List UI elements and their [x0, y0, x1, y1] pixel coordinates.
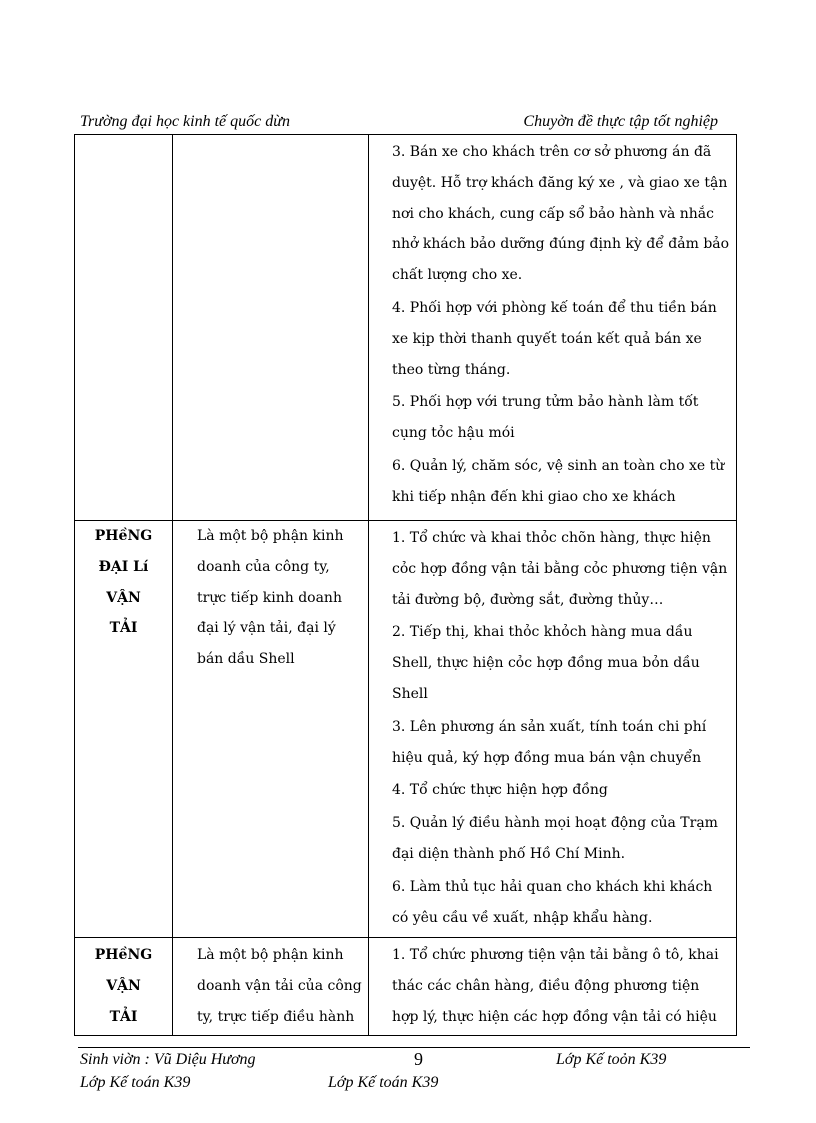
task-item: 6. Làm thủ tục hải quan cho khách khi khách có yêu cầu về xuất, nhập khẩu hàng.: [392, 878, 713, 926]
page-number: 9: [414, 1049, 423, 1069]
department-description: Là một bộ phận kinh doanh của công ty, trực tiếp kinh doanh đại lý vận tải, đại lý bán dầu Shell: [197, 528, 344, 668]
department-name-line: PHềNG: [94, 947, 153, 963]
task-item: 6. Quản lý, chăm sóc, vệ sinh an toàn cho xe từ khi tiếp nhận đến khi giao cho xe khách: [392, 457, 725, 505]
task-item: 2. Tiếp thị, khai thỏc khỏch hàng mua dầu Shell, thực hiện cỏc hợp đồng mua bỏn dầu Shell: [392, 624, 700, 702]
department-description: Là một bộ phận kinh doanh vận tải của công ty, trực tiếp điều hành: [197, 947, 362, 1025]
department-name-line: PHềNG: [94, 528, 153, 544]
task-item: 5. Quản lý điều hành mọi hoạt động của Trạm đại diện thành phố Hồ Chí Minh.: [392, 815, 718, 862]
page-header: [80, 113, 718, 135]
department-name-cell: [75, 521, 173, 938]
department-description-cell: [173, 938, 369, 1036]
department-name-line: TẢI: [109, 1008, 138, 1025]
task-item: 3. Lên phương án sản xuất, tính toán chi phí hiệu quả, ký hợp đồng mua bán vận chuyển: [392, 718, 707, 766]
footer-class: Lớp Kế toỏn K39: [556, 1051, 667, 1068]
footer-class-middle: Lớp Kế toán K39: [328, 1074, 439, 1091]
task-item: 1. Tổ chức và khai thỏc chõn hàng, thực hiện cỏc hợp đồng vận tải bằng cỏc phương tiện vận tải đường bộ, đường sắt, đường thủy…: [392, 530, 728, 608]
department-table: [74, 134, 737, 1036]
department-tasks-cell: [369, 135, 737, 521]
task-item: 4. Tổ chức thực hiện hợp đồng: [392, 782, 608, 799]
footer-divider: [78, 1047, 750, 1048]
department-name-line: ĐẠI Lí: [98, 558, 149, 575]
department-name-cell: [75, 135, 173, 521]
department-name-line: TẢI: [109, 620, 138, 637]
task-item: 1. Tổ chức phương tiện vận tải bằng ô tô, khai thác các chân hàng, điều động phương tiện hợp lý, thực hiện các hợp đồng vận tải có hiệu: [392, 947, 719, 1025]
department-tasks-cell: [369, 938, 737, 1036]
footer-author: Sinh viờn : Vũ Diệu Hương: [80, 1051, 256, 1068]
department-description-cell: [173, 521, 369, 938]
department-description-cell: [173, 135, 369, 521]
department-name-cell: [75, 938, 173, 1036]
page-footer-line-2: [80, 1074, 700, 1096]
department-name-line: VẬN: [106, 589, 141, 606]
table-row: [75, 521, 737, 938]
task-item: 3. Bán xe cho khách trên cơ sở phương án đã duyệt. Hỗ trợ khách đăng ký xe , và giao xe tận nơi cho khách, cung cấp sổ bảo hành và nhắc nhở khách bảo dưỡng đúng định kỳ để đảm bảo chất lượng cho xe.: [392, 144, 730, 284]
department-name-line: VẬN: [106, 977, 141, 994]
footer-class-left: Lớp Kế toán K39: [80, 1074, 191, 1091]
page-footer: [80, 1051, 700, 1073]
task-item: 5. Phối hợp với trung tửm bảo hành làm tốt cụng tỏc hậu mói: [392, 394, 699, 442]
header-report-title: Chuyờn đề thực tập tốt nghiệp: [523, 113, 718, 130]
table-row: [75, 135, 737, 521]
header-university: Trường đại học kinh tế quốc dừn: [80, 113, 290, 130]
department-tasks-cell: [369, 521, 737, 938]
table-row: [75, 938, 737, 1036]
task-item: 4. Phối hợp với phòng kế toán để thu tiền bán xe kịp thời thanh quyết toán kết quả bán xe theo từng tháng.: [392, 299, 717, 378]
